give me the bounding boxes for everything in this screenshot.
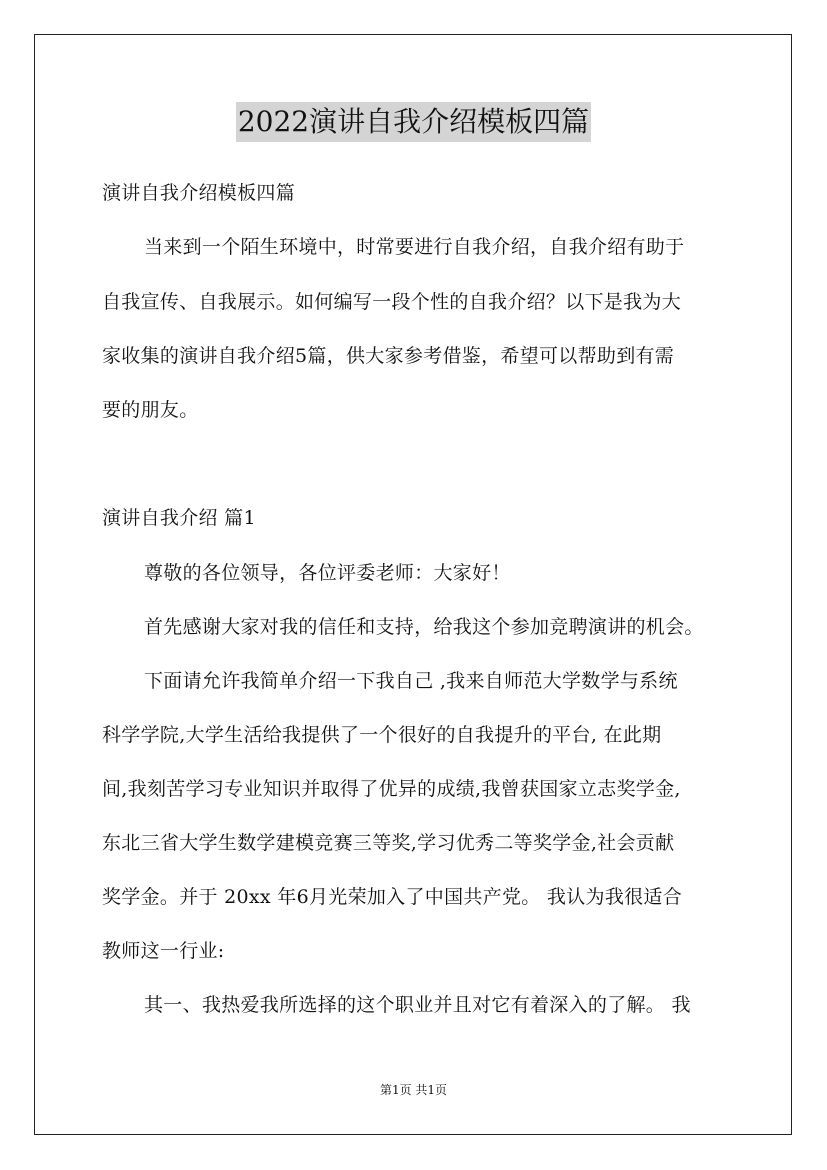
intro-line-1: 当来到一个陌生环境中，时常要进行自我介绍，自我介绍有助于: [144, 236, 685, 258]
intro-line-2: 自我宣传、自我展示。如何编写一段个性的自我介绍？以下是我为大: [102, 291, 682, 313]
body-line-4: 科学学院,大学生活给我提供了一个很好的自我提升的平台, 在此期: [102, 724, 662, 746]
title-container: [0, 102, 827, 142]
body-line-8: 教师这一行业:: [102, 940, 225, 962]
document-title: 2022演讲自我介绍模板四篇: [236, 102, 591, 142]
page-footer: 第1页 共1页: [379, 1083, 448, 1097]
body-line-1: 尊敬的各位领导，各位评委老师：大家好！: [144, 562, 511, 584]
intro-line-4: 要的朋友。: [102, 399, 199, 421]
body-line-3: 下面请允许我简单介绍一下我自己 ,我来自师范大学数学与系统: [144, 670, 678, 692]
body-line-9: 其一、我热爱我所选择的这个职业并且对它有着深入的了解。 我: [144, 994, 691, 1016]
body-line-6: 东北三省大学生数学建模竞赛三等奖,学习优秀二等奖学金,社会贡献: [102, 832, 675, 854]
body-line-7: 奖学金。并于 20xx 年6月光荣加入了中国共产党。 我认为我很适合: [102, 886, 683, 908]
body-line-5: 间,我刻苦学习专业知识并取得了优异的成绩,我曾获国家立志奖学金,: [102, 778, 681, 800]
document-subtitle: 演讲自我介绍模板四篇: [102, 182, 296, 204]
section-heading: 演讲自我介绍 篇1: [102, 507, 256, 529]
body-line-2: 首先感谢大家对我的信任和支持，给我这个参加竞聘演讲的机会。: [144, 616, 704, 638]
intro-line-3: 家收集的演讲自我介绍5篇，供大家参考借鉴，希望可以帮助到有需: [102, 345, 675, 367]
